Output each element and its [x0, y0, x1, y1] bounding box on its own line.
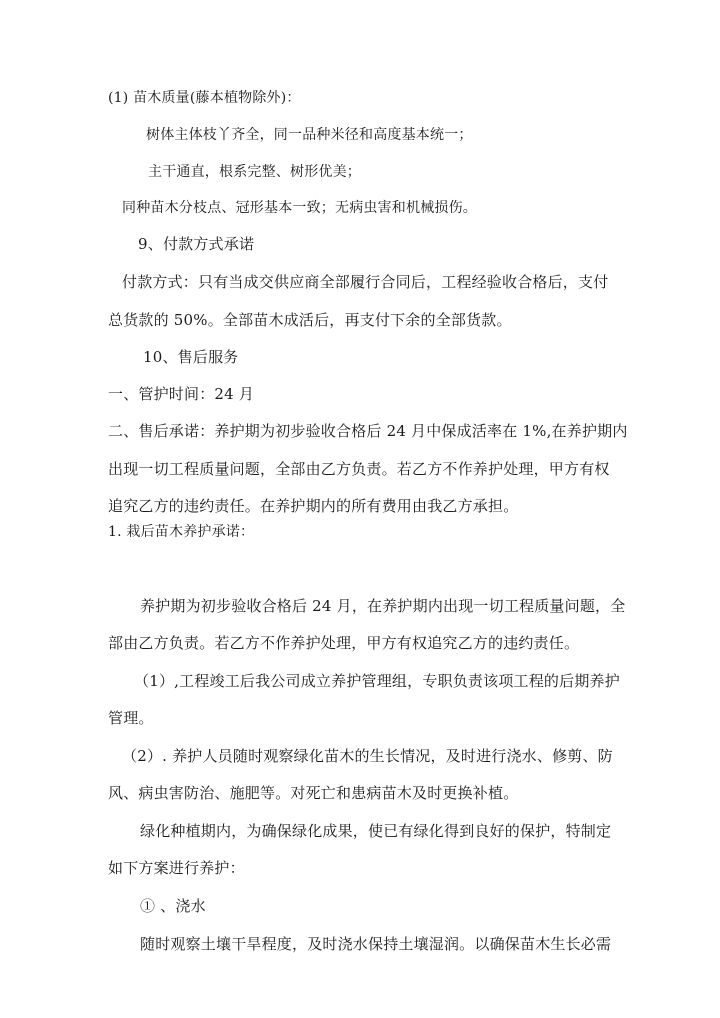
paragraph-line: 绿化种植期内，为确保绿化成果，使已有绿化得到良好的保护，特制定	[140, 822, 612, 840]
paragraph-line: 部由乙方负责。若乙方不作养护处理，甲方有权追究乙方的违约责任。	[108, 634, 580, 652]
paragraph-line: 风、病虫害防治、施肥等。对死亡和患病苗木及时更换补植。	[108, 784, 519, 802]
paragraph-line: 主干通直，根系完整、树形优美；	[148, 164, 361, 180]
paragraph-line: 出现一切工程质量问题，全部由乙方负责。若乙方不作养护处理，甲方有权	[108, 460, 610, 478]
paragraph-line: 养护期为初步验收合格后 24 月，在养护期内出现一切工程质量问题，全	[140, 597, 626, 615]
heading-seedling-quality: (1) 苗木质量(藤本植物除外)：	[108, 90, 301, 106]
section-heading-payment: 9、付款方式承诺	[138, 235, 255, 253]
paragraph-line: 总货款的 50%。全部苗木成活后，再支付下余的全部货款。	[108, 311, 512, 329]
paragraph-line: 同种苗木分枝点、冠形基本一致；无病虫害和机械损伤。	[122, 200, 477, 216]
paragraph-line: 付款方式：只有当成交供应商全部履行合同后，工程经验收合格后，支付	[122, 273, 609, 291]
paragraph-line: 二、售后承诺：养护期为初步验收合格后 24 月中保成活率在 1%,在养护期内	[108, 422, 628, 440]
paragraph-line: 管理。	[108, 709, 154, 727]
section-heading-after-sales: 10、售后服务	[143, 348, 239, 366]
paragraph-line: 树体主体枝丫齐全，同一品种米径和高度基本统一；	[146, 127, 473, 143]
paragraph-line: 随时观察土壤干旱程度，及时浇水保持土壤湿润。以确保苗木生长必需	[140, 935, 612, 953]
paragraph-line: 一、管护时间：24 月	[108, 385, 255, 403]
numbered-heading: 1. 栽后苗木养护承诺：	[108, 524, 255, 540]
paragraph-line: （1）,工程竣工后我公司成立养护管理组，专职负责该项工程的后期养护	[134, 672, 620, 690]
paragraph-line: 如下方案进行养护：	[108, 859, 245, 877]
paragraph-line: （2）. 养护人员随时观察绿化苗木的生长情况，及时进行浇水、修剪、防	[122, 747, 613, 765]
paragraph-line: 追究乙方的违约责任。在养护期内的所有费用由我乙方承担。	[108, 497, 519, 515]
subsection-heading-watering: ① 、浇水	[140, 897, 206, 915]
